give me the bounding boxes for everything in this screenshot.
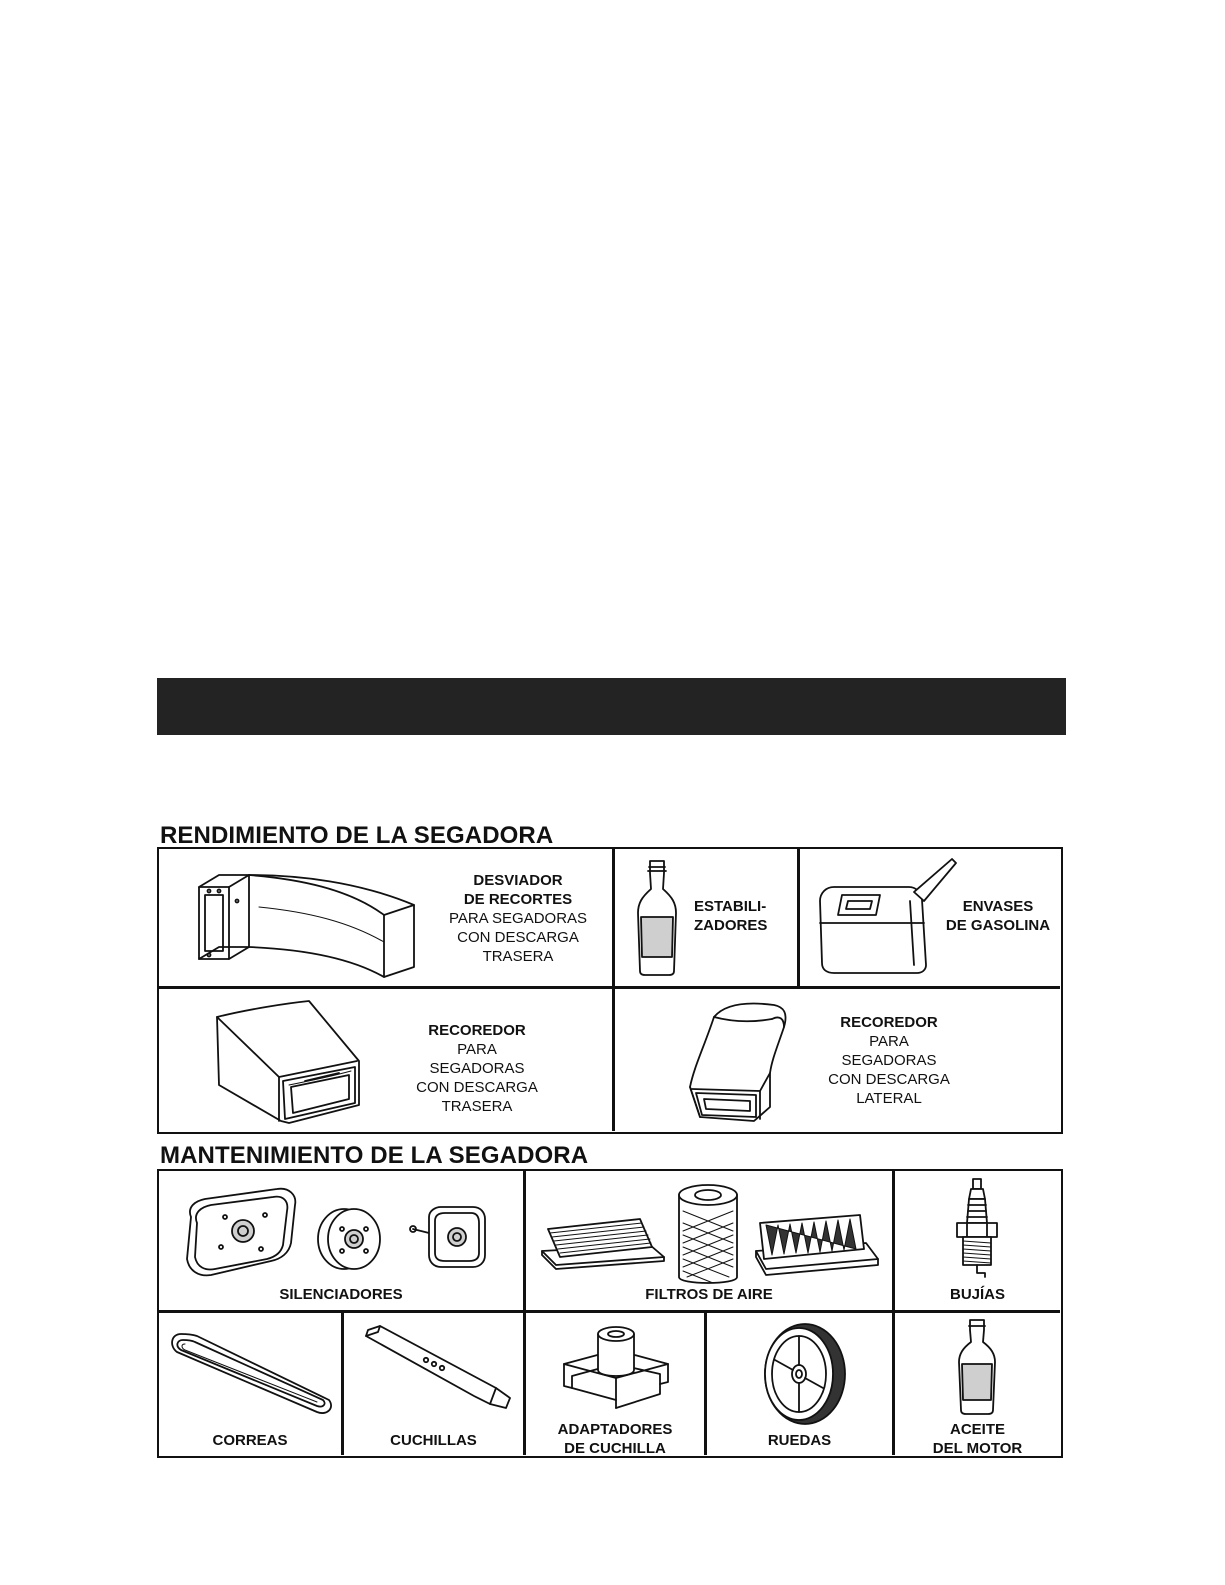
air-filter-square-icon [752, 1209, 880, 1279]
cell-side-bagger [614, 989, 1060, 1131]
side-bagger-label-1: RECOREDOR [840, 1014, 938, 1031]
side-bagger-icon [684, 997, 794, 1125]
gas-cans-label-1: ENVASES [962, 898, 1034, 915]
blade-icon [364, 1324, 512, 1412]
cell-blades [344, 1312, 523, 1455]
side-bagger-label-3: SEGADORAS [841, 1052, 937, 1069]
stabilizers-label-1: ESTABILI- [694, 898, 767, 915]
spark-plug-icon [951, 1177, 1003, 1283]
deflector-label-3: PARA SEGADORAS [448, 910, 588, 927]
cell-wheels [707, 1312, 892, 1455]
blade-adapter-icon [560, 1324, 672, 1410]
cell-stabilizers [614, 849, 797, 986]
deflector-label-2: DE RECORTES [463, 891, 573, 908]
performance-section-title: RENDIMIENTO DE LA SEGADORA [160, 822, 554, 849]
cell-blade-adapters [526, 1312, 704, 1455]
header-bar [157, 678, 1066, 735]
cell-gas-cans [799, 849, 1060, 986]
side-bagger-label-4: CON DESCARGA [828, 1071, 950, 1088]
blade-adapters-label-1: ADAPTADORES [557, 1421, 673, 1438]
belts-label: CORREAS [212, 1432, 288, 1449]
cell-mufflers [159, 1171, 523, 1310]
grass-deflector-icon [189, 867, 419, 977]
rear-bagger-label-1: RECOREDOR [428, 1022, 526, 1039]
maintenance-grid [157, 1169, 1063, 1458]
wheel-icon [759, 1320, 847, 1428]
performance-grid [157, 847, 1063, 1134]
cell-rear-bagger [159, 989, 612, 1131]
mufflers-label: SILENCIADORES [279, 1286, 403, 1303]
engine-oil-label-2: DEL MOTOR [932, 1440, 1023, 1457]
cell-belts [159, 1312, 341, 1455]
rear-bagger-icon [209, 997, 369, 1125]
rear-bagger-label-3: SEGADORAS [429, 1060, 525, 1077]
blades-label: CUCHILLAS [390, 1432, 477, 1449]
air-filters-label: FILTROS DE AIRE [645, 1286, 773, 1303]
gas-cans-label-2: DE GASOLINA [945, 917, 1051, 934]
engine-oil-bottle-icon [953, 1318, 1001, 1416]
blade-adapters-label-2: DE CUCHILLA [564, 1440, 666, 1457]
wheels-label: RUEDAS [767, 1432, 832, 1449]
muffler-small-icon [409, 1203, 489, 1271]
muffler-large-icon [181, 1187, 301, 1279]
cell-grass-deflector [159, 849, 612, 986]
maintenance-section-title: MANTENIMIENTO DE LA SEGADORA [160, 1142, 589, 1169]
gas-can-icon [814, 857, 959, 977]
cell-spark-plugs [895, 1171, 1060, 1310]
fuel-stabilizer-bottle-icon [632, 859, 682, 977]
cell-engine-oil [895, 1312, 1060, 1455]
side-bagger-label-5: LATERAL [856, 1090, 922, 1107]
deflector-label-1: DESVIADOR [473, 872, 563, 889]
stabilizers-label-2: ZADORES [694, 917, 768, 934]
air-filter-panel-icon [540, 1215, 666, 1273]
rear-bagger-label-5: TRASERA [441, 1098, 513, 1115]
engine-oil-label-1: ACEITE [949, 1421, 1005, 1438]
side-bagger-label-2: PARA [869, 1033, 909, 1050]
rear-bagger-label-4: CON DESCARGA [416, 1079, 538, 1096]
deflector-label-5: TRASERA [482, 948, 554, 965]
cell-air-filters [526, 1171, 892, 1310]
air-filter-cylinder-icon [673, 1181, 743, 1291]
spark-plugs-label: BUJÍAS [949, 1286, 1005, 1303]
deflector-label-4: CON DESCARGA [457, 929, 579, 946]
belt-icon [167, 1324, 335, 1420]
rear-bagger-label-2: PARA [457, 1041, 497, 1058]
muffler-round-icon [314, 1201, 384, 1273]
